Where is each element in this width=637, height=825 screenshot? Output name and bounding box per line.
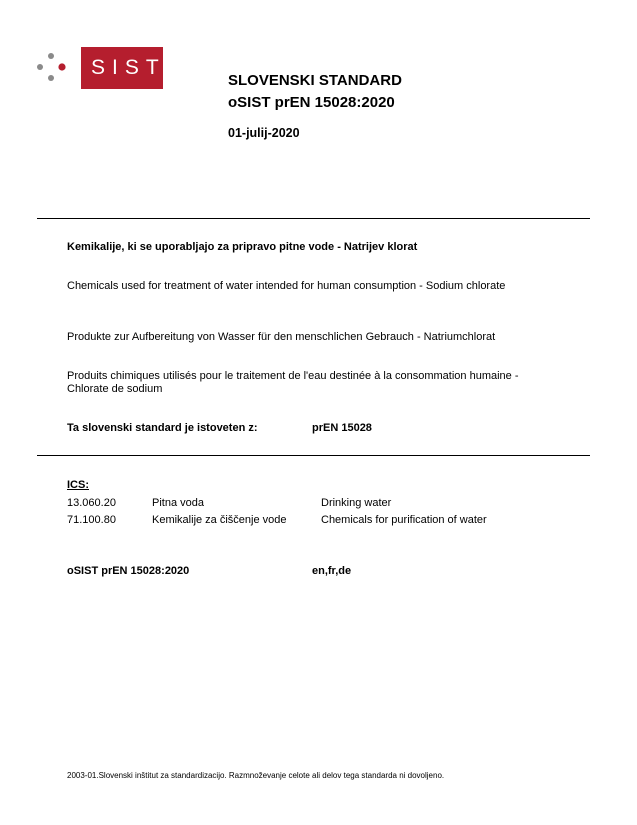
- sist-logo: SIST: [81, 47, 163, 89]
- divider-bottom: [37, 455, 590, 456]
- ics-english-term: Drinking water: [321, 497, 392, 509]
- ics-code: 13.060.20: [67, 497, 116, 509]
- identical-value: prEN 15028: [312, 422, 372, 434]
- copyright-footer: 2003-01.Slovenski inštitut za standardizacijo. Razmnoževanje celote ali delov tega standarda ni dovoljeno.: [67, 771, 445, 780]
- standard-date: 01-julij-2020: [228, 126, 300, 140]
- document-code: oSIST prEN 15028:2020: [67, 565, 190, 577]
- title-german: Produkte zur Aufbereitung von Wasser für den menschlichen Gebrauch - Natriumchlorat: [67, 331, 496, 343]
- standard-type-heading: SLOVENSKI STANDARD: [228, 72, 402, 89]
- title-slovenian: Kemikalije, ki se uporabljajo za pripravo pitne vode - Natrijev klorat: [67, 241, 418, 253]
- divider-top: [37, 218, 590, 219]
- identical-label: Ta slovenski standard je istoveten z:: [67, 422, 258, 434]
- ics-slovenian-term: Kemikalije za čiščenje vode: [152, 514, 287, 526]
- document-languages: en,fr,de: [312, 565, 352, 577]
- ics-english-term: Chemicals for purification of water: [321, 514, 487, 526]
- ics-slovenian-term: Pitna voda: [152, 497, 204, 509]
- standard-number-heading: oSIST prEN 15028:2020: [228, 94, 395, 111]
- ics-code: 71.100.80: [67, 514, 116, 526]
- title-french: Produits chimiques utilisés pour le traitement de l'eau destinée à la consommation humaine - Chlorate de sodium: [67, 370, 519, 395]
- sist-logo-dots-icon: [36, 52, 78, 88]
- ics-heading: ICS:: [67, 479, 89, 491]
- title-english: Chemicals used for treatment of water intended for human consumption - Sodium chlorate: [67, 280, 506, 292]
